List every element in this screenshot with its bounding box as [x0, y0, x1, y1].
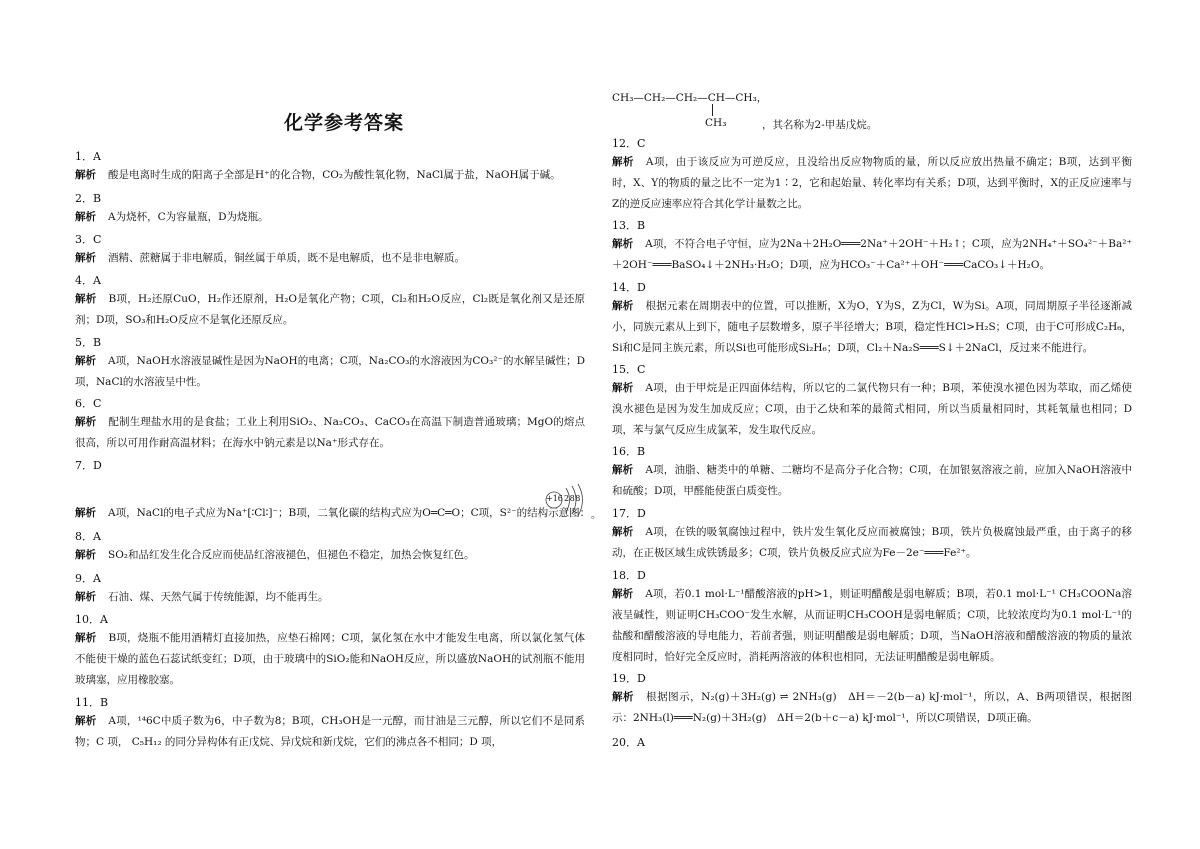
- explanation-8: [75, 545, 585, 566]
- explanation-7: [75, 503, 595, 524]
- explanation-12: [612, 152, 1132, 215]
- explanation-3: [75, 248, 585, 269]
- explanation-2: [75, 207, 585, 228]
- explanation-1: [75, 165, 585, 186]
- explanation-text: 石油、煤、天然气属于传统能源，均不能再生。: [108, 591, 329, 603]
- explanation-15: [612, 378, 1132, 441]
- answer-number-13: 13．B: [612, 219, 646, 232]
- explanation-label: 解析: [612, 156, 634, 168]
- explanation-18: [612, 584, 1132, 668]
- explanation-label: 解析: [75, 416, 97, 428]
- answer-number-19: 19．D: [612, 672, 646, 685]
- answer-number-14: 14．D: [612, 281, 646, 294]
- explanation-9: [75, 587, 585, 608]
- explanation-text: A为烧杯，C为容量瓶，D为烧瓶。: [108, 211, 269, 223]
- answer-number-3: 3．C: [75, 233, 102, 246]
- explanation-label: 解析: [75, 355, 97, 367]
- structural-formula-name: ，其名称为2-甲基戊烷。: [762, 119, 878, 131]
- answer-number-12: 12．C: [612, 137, 646, 150]
- explanation-label: 解析: [612, 588, 634, 600]
- diagram-end-mark: 。: [591, 510, 601, 521]
- explanation-19: [612, 687, 1132, 729]
- answer-number-7: 7．D: [75, 459, 102, 472]
- explanation-label: 解析: [612, 464, 634, 476]
- explanation-11: [75, 711, 585, 753]
- answer-number-9: 9．A: [75, 572, 101, 585]
- answer-number-15: 15．C: [612, 363, 646, 376]
- answer-number-2: 2．B: [75, 192, 102, 205]
- explanation-text: 酸是电离时生成的阳离子全部是H⁺的化合物，CO₂为酸性氧化物，NaCl属于盐，NaOH属于碱。: [108, 169, 561, 181]
- explanation-10: [75, 628, 585, 691]
- explanation-label: 解析: [612, 238, 634, 250]
- explanation-label: 解析: [612, 691, 635, 703]
- explanation-text: A项，NaOH水溶液显碱性是因为NaOH的电离；C项，Na₂CO₃的水溶液因为CO₃²⁻的水解呈碱性；D项，NaCl的水溶液呈中性。: [75, 355, 585, 388]
- answer-number-18: 18．D: [612, 569, 646, 582]
- sulfide-ion-structure-diagram: [542, 478, 602, 521]
- answer-number-5: 5．B: [75, 336, 102, 349]
- explanation-label: 解析: [612, 382, 634, 394]
- nucleus-charge: +16: [546, 494, 563, 503]
- explanation-text: A项，由于甲烷是正四面体结构，所以它的二氯代物只有一种；B项，苯使溴水褪色因为萃取，而乙烯使溴水褪色是因为发生加成反应；C项，由于乙炔和苯的最简式相同，所以当质量相同时，其耗氧量也相同；D项，苯与氯气反应生成氯苯，发生取代反应。: [612, 382, 1132, 436]
- explanation-label: 解析: [75, 715, 97, 727]
- page-title: 化学参考答案: [284, 112, 405, 134]
- answer-number-10: 10．A: [75, 613, 108, 626]
- explanation-17: [612, 522, 1132, 564]
- explanation-text: B项，烧瓶不能用酒精灯直接加热，应垫石棉网；C项，氯化氢在水中才能发生电离，所以氯化氢气体不能使干燥的蓝色石蕊试纸变红；D项，由于玻璃中的SiO₂能和NaOH反应，所以盛放NaOH的试剂瓶不能用玻璃塞，应用橡胶塞。: [75, 632, 586, 686]
- explanation-text: SO₂和品红发生化合反应而使品红溶液褪色，但褪色不稳定，加热会恢复红色。: [108, 549, 475, 561]
- answer-number-11: 11．B: [75, 696, 109, 709]
- answer-number-1: 1．A: [75, 150, 101, 163]
- explanation-4: [75, 289, 585, 331]
- answer-number-17: 17．D: [612, 507, 646, 520]
- structural-formula-branch: CH₃: [705, 117, 727, 129]
- explanation-label: 解析: [75, 252, 96, 264]
- explanation-text: A项，¹⁴6C中质子数为6，中子数为8；B项，CH₃OH是一元醇，而甘油是三元醇，所以它们不是同系物；C 项， C₅H₁₂ 的同分异构体有正戊烷、异戊烷和新戊烷，它们的沸点各不相同；D 项，: [75, 715, 586, 748]
- answer-number-16: 16．B: [612, 445, 646, 458]
- explanation-text: 根据图示，N₂(g)＋3H₂(g) ⇌ 2NH₃(g) ΔH＝－2(b－a) kJ·mol⁻¹，所以，A、B两项错误，根据图示：2NH₃(l)═══N₂(g)＋3H₂(g) ΔH＝2(b＋c－a) kJ·mol⁻¹，所以C项错误，D项正确。: [612, 691, 1133, 724]
- explanation-text: A项，NaCl的电子式应为Na⁺[∶Cl∶]⁻；B项，二氧化碳的结构式应为O═C═O；C项，S²⁻的结构示意图：: [108, 507, 591, 519]
- structural-formula-main-chain: CH₃—CH₂—CH₂—CH—CH₃，: [612, 92, 768, 104]
- explanation-text: A项，油脂、糖类中的单糖、二糖均不是高分子化合物；C项，在加银氨溶液之前，应加入NaOH溶液中和硫酸；D项，甲醛能使蛋白质变性。: [612, 464, 1133, 497]
- electron-shells: 2 8 8: [564, 494, 580, 503]
- explanation-text: A项，由于该反应为可逆反应，且没给出反应物物质的量，所以反应放出热量不确定；B项，达到平衡时，X、Y的物质的量之比不一定为1∶2，它和起始量、转化率均有关系；D项，达到平衡时，X的正反应速率与Z的逆反应速率应符合其化学计量数之比。: [612, 156, 1133, 210]
- explanation-text: A项，不符合电子守恒，应为2Na＋2H₂O═══2Na⁺＋2OH⁻＋H₂↑；C项，应为2NH₄⁺＋SO₄²⁻＋Ba²⁺＋2OH⁻═══BaSO₄↓＋2NH₃·H₂O；D项，应为HCO₃⁻＋Ca²⁺＋OH⁻═══CaCO₃↓＋H₂O。: [612, 238, 1132, 271]
- explanation-text: A项，若0.1 mol·L⁻¹醋酸溶液的pH>1，则证明醋酸是弱电解质；B项，若0.1 mol·L⁻¹ CH₃COONa溶液呈碱性，则证明CH₃COO⁻发生水解，从而证明CH₃COOH是弱电解质；C项，比较浓度均为0.1 mol·L⁻¹的盐酸和醋酸溶液的导电能力，若前者强，则证明醋酸是弱电解质；D项，当NaOH溶液和醋酸溶液的物质的量浓度相同时，恰好完全反应时，消耗两溶液的体积也相同，无法证明醋酸是弱电解质。: [612, 588, 1132, 663]
- explanation-text: 配制生理盐水用的是食盐；工业上利用SiO₂、Na₂CO₃、CaCO₃在高温下制造普通玻璃；MgO的熔点很高，所以可用作耐高温材料；在海水中钠元素是以Na⁺形式存在。: [75, 416, 585, 449]
- answer-number-6: 6．C: [75, 397, 102, 410]
- explanation-text: B项，H₂还原CuO，H₂作还原剂，H₂O是氧化产物；C项，Cl₂和H₂O反应，Cl₂既是氧化剂又是还原剂；D项，SO₃和H₂O反应不是氧化还原反应。: [75, 293, 585, 326]
- explanation-text: 根据元素在周期表中的位置，可以推断，X为O，Y为S，Z为Cl，W为Si。A项，同周期原子半径逐渐减小，同族元素从上到下，随电子层数增多，原子半径增大；B项，稳定性HCl>H₂S；C项，由于C可形成C₂H₆，Si和C是同主族元素，所以Si也可能形成Si₂H₆；D项，Cl₂＋Na₂S═══S↓＋2NaCl，反过来不能进行。: [612, 300, 1133, 354]
- explanation-label: 解析: [75, 211, 96, 223]
- branch-bond-line: [712, 104, 713, 116]
- explanation-text: A项，在铁的吸氧腐蚀过程中，铁片发生氧化反应而被腐蚀；B项，铁片负极腐蚀最严重，由于离子的移动，在正极区域生成铁锈最多；C项，铁片负极反应式应为Fe－2e⁻═══Fe²⁺。: [612, 526, 1132, 559]
- explanation-label: 解析: [75, 591, 96, 603]
- explanation-6: [75, 412, 585, 454]
- explanation-label: 解析: [75, 549, 96, 561]
- answer-number-20: 20．A: [612, 736, 645, 749]
- explanation-label: 解析: [75, 632, 97, 644]
- explanation-16: [612, 460, 1132, 502]
- explanation-label: 解析: [612, 526, 634, 538]
- explanation-14: [612, 296, 1132, 359]
- explanation-text: 酒精、蔗糖属于非电解质，铜丝属于单质，既不是电解质，也不是非电解质。: [108, 252, 465, 264]
- explanation-label: 解析: [75, 169, 96, 181]
- explanation-5: [75, 351, 585, 393]
- explanation-label: 解析: [75, 293, 97, 305]
- explanation-13: [612, 234, 1132, 276]
- explanation-label: 解析: [75, 507, 96, 519]
- explanation-label: 解析: [612, 300, 634, 312]
- answer-number-8: 8．A: [75, 530, 101, 543]
- answer-number-4: 4．A: [75, 274, 101, 287]
